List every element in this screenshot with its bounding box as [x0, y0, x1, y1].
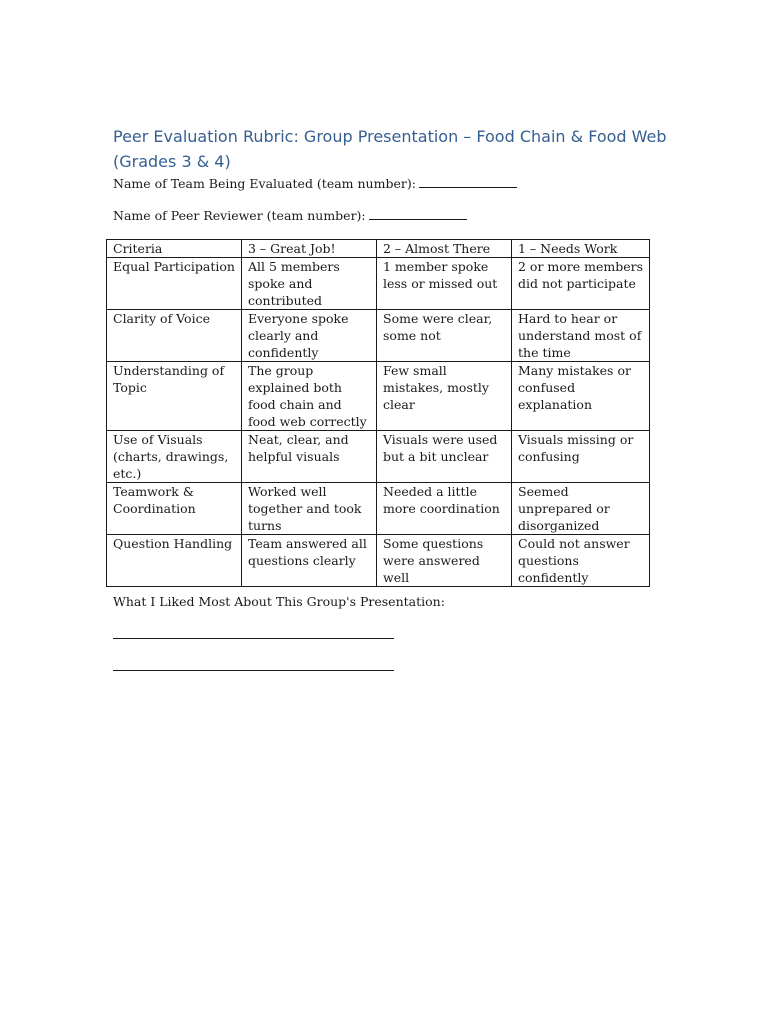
criteria-cell: Equal Participation [107, 258, 242, 310]
header-almost-there: 2 – Almost There [377, 240, 512, 258]
document-title: Peer Evaluation Rubric: Group Presentation – Food Chain & Food Web (Grades 3 & 4) [113, 127, 667, 171]
criteria-cell: Use of Visuals (charts, drawings, etc.) [107, 431, 242, 483]
header-needs-work: 1 – Needs Work [512, 240, 650, 258]
score-1-cell: Could not answer questions confidently [512, 535, 650, 587]
rubric-table [106, 239, 650, 587]
score-3-cell: Worked well together and took turns [242, 483, 377, 535]
team-evaluated-label: Name of Team Being Evaluated (team number): [113, 176, 416, 191]
criteria-cell: Clarity of Voice [107, 310, 242, 362]
score-2-cell: Visuals were used but a bit unclear [377, 431, 512, 483]
header-great-job: 3 – Great Job! [242, 240, 377, 258]
score-2-cell: Needed a little more coordination [377, 483, 512, 535]
team-evaluated-blank[interactable] [419, 176, 517, 188]
criteria-cell: Question Handling [107, 535, 242, 587]
answer-line-1[interactable] [113, 638, 394, 639]
liked-most-label: What I Liked Most About This Group's Presentation: [113, 594, 445, 609]
score-2-cell: Few small mistakes, mostly clear [377, 362, 512, 431]
score-3-cell: Everyone spoke clearly and confidently [242, 310, 377, 362]
table-row [107, 258, 650, 310]
answer-line-2[interactable] [113, 670, 394, 671]
score-1-cell: Seemed unprepared or disorganized [512, 483, 650, 535]
criteria-cell: Understanding of Topic [107, 362, 242, 431]
table-row [107, 483, 650, 535]
criteria-cell: Teamwork & Coordination [107, 483, 242, 535]
score-3-cell: Team answered all questions clearly [242, 535, 377, 587]
score-3-cell: The group explained both food chain and food web correctly [242, 362, 377, 431]
score-1-cell: Many mistakes or confused explanation [512, 362, 650, 431]
score-2-cell: Some were clear, some not [377, 310, 512, 362]
peer-reviewer-field [113, 208, 467, 224]
score-1-cell: 2 or more members did not participate [512, 258, 650, 310]
table-row [107, 431, 650, 483]
score-3-cell: Neat, clear, and helpful visuals [242, 431, 377, 483]
table-row [107, 362, 650, 431]
rubric-header-row [107, 240, 650, 258]
table-row [107, 535, 650, 587]
peer-reviewer-blank[interactable] [369, 208, 467, 220]
table-row [107, 310, 650, 362]
score-2-cell: Some questions were answered well [377, 535, 512, 587]
header-criteria: Criteria [107, 240, 242, 258]
score-3-cell: All 5 members spoke and contributed [242, 258, 377, 310]
score-1-cell: Visuals missing or confusing [512, 431, 650, 483]
team-evaluated-field [113, 176, 517, 192]
score-2-cell: 1 member spoke less or missed out [377, 258, 512, 310]
peer-reviewer-label: Name of Peer Reviewer (team number): [113, 208, 366, 223]
score-1-cell: Hard to hear or understand most of the time [512, 310, 650, 362]
